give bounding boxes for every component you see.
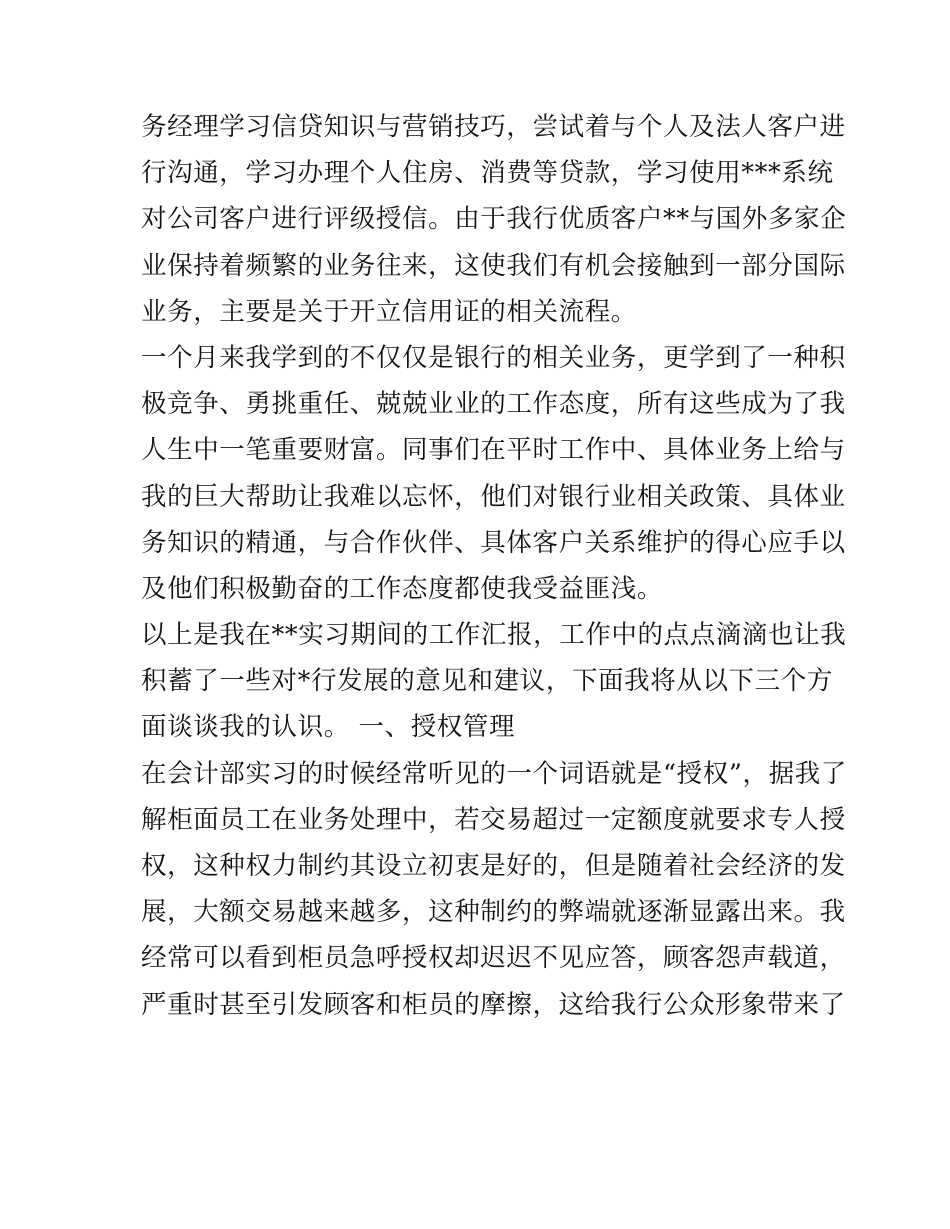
- body-text: [141, 104, 847, 1028]
- text-line: 严重时甚至引发顾客和柜员的摩擦，这给我行公众形象带来了: [141, 989, 846, 1020]
- text-line: 极竞争、勇挑重任、兢兢业业的工作态度，所有这些成为了我: [141, 389, 846, 420]
- text-line: 面谈谈我的认识。 一、授权管理: [141, 712, 516, 743]
- text-line: 权，这种权力制约其设立初衷是好的，但是随着社会经济的发: [141, 851, 846, 881]
- text-line: 业保持着频繁的业务往来，这使我们有机会接触到一部分国际: [141, 250, 846, 281]
- text-line: 展，大额交易越来越多，这种制约的弊端就逐渐显露出来。我: [141, 897, 846, 928]
- text-line: 业务，主要是关于开立信用证的相关流程。: [141, 296, 637, 327]
- text-line: 解柜面员工在业务处理中，若交易超过一定额度就要求专人授: [141, 804, 846, 835]
- text-line: 对公司客户进行评级授信。由于我行优质客户**与国外多家企: [141, 204, 847, 235]
- text-line: 及他们积极勤奋的工作态度都使我受益匪浅。: [141, 573, 664, 604]
- text-line: 在会计部实习的时候经常听见的一个词语就是“授权”，据我了: [141, 758, 847, 789]
- text-line: 行沟通，学习办理个人住房、消费等贷款，学习使用***系统: [141, 158, 834, 189]
- text-line: 经常可以看到柜员急呼授权却迟迟不见应答，顾客怨声载道，: [141, 943, 846, 974]
- text-line: 以上是我在**实习期间的工作汇报，工作中的点点滴滴也让我: [141, 620, 847, 651]
- text-line: 一个月来我学到的不仅仅是银行的相关业务，更学到了一种积: [141, 342, 846, 373]
- text-line: 人生中一笔重要财富。同事们在平时工作中、具体业务上给与: [141, 435, 846, 466]
- text-line: 积蓄了一些对*行发展的意见和建议，下面我将从以下三个方: [141, 666, 833, 697]
- text-line: 我的巨大帮助让我难以忘怀，他们对银行业相关政策、具体业: [141, 481, 846, 512]
- text-line: 务知识的精通，与合作伙伴、具体客户关系维护的得心应手以: [141, 527, 846, 558]
- text-line: 务经理学习信贷知识与营销技巧，尝试着与个人及法人客户进: [141, 112, 846, 142]
